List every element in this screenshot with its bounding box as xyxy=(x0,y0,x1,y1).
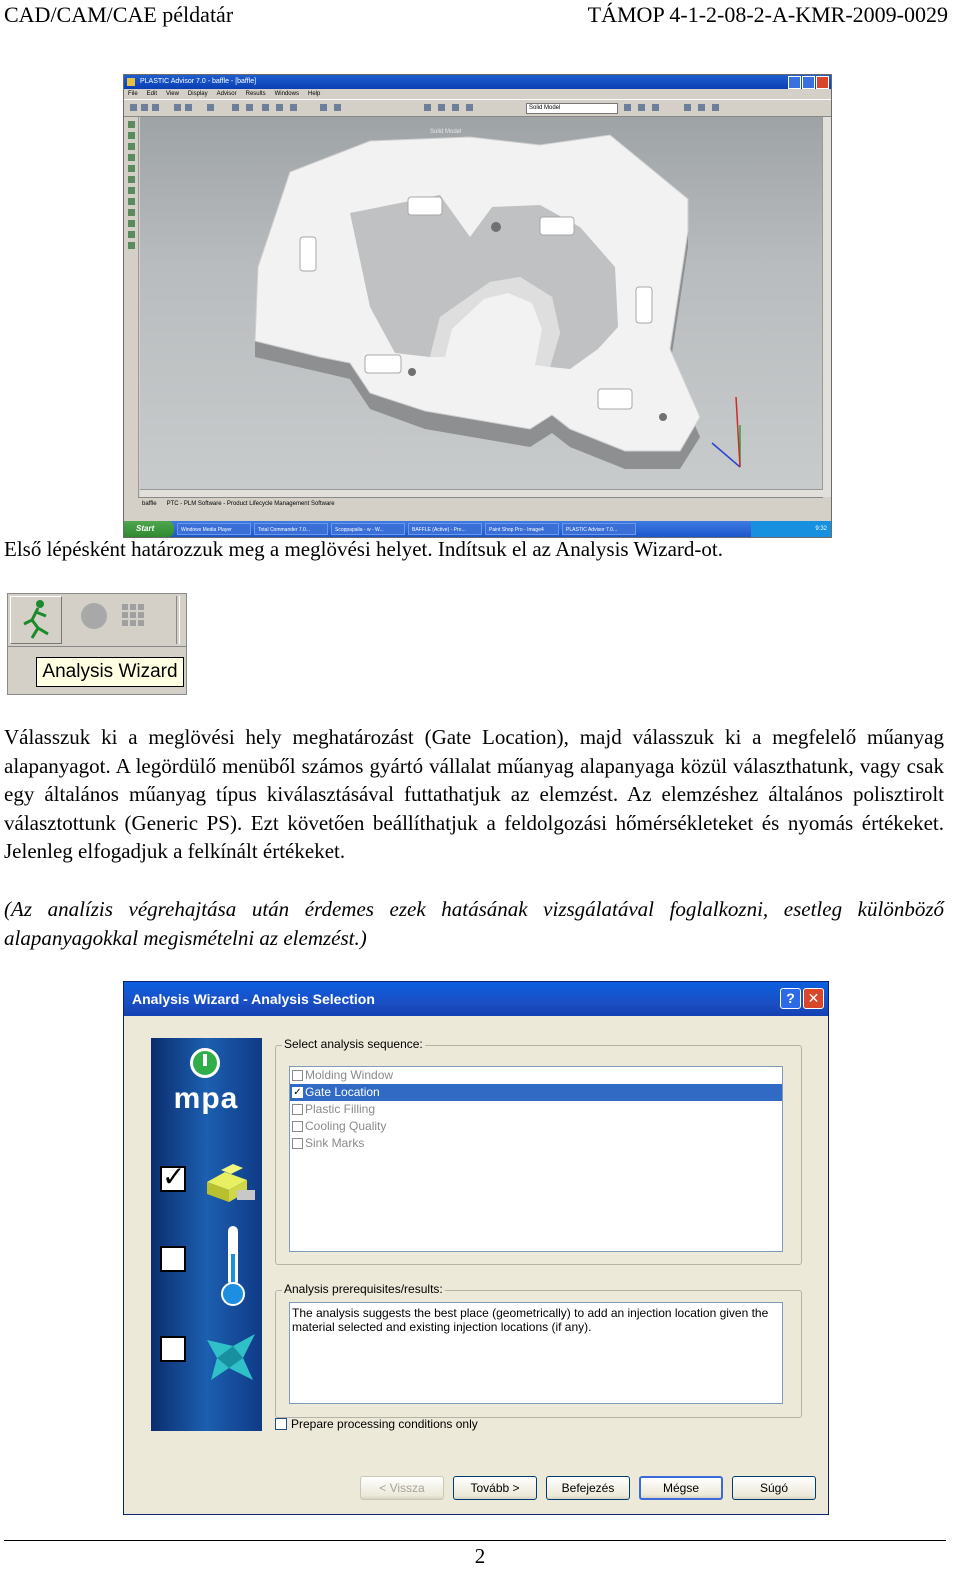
prepare-conditions-label: Prepare processing conditions only xyxy=(291,1417,478,1431)
fit-icon[interactable] xyxy=(128,165,135,172)
play-forward-icon[interactable] xyxy=(466,104,473,111)
viewport-label: Solid Model xyxy=(430,129,462,135)
list-item-label: Cooling Quality xyxy=(305,1119,387,1133)
prepare-conditions-option[interactable] xyxy=(275,1417,478,1431)
print-icon[interactable] xyxy=(174,104,181,111)
rotate-icon[interactable] xyxy=(128,132,135,139)
model-hole xyxy=(408,368,416,376)
context-help-icon[interactable] xyxy=(334,104,341,111)
dialog-help-button[interactable]: ? xyxy=(780,988,801,1009)
power-icon xyxy=(190,1048,220,1078)
menu-edit[interactable]: Edit xyxy=(146,91,158,97)
instruction-paragraph-3: (Az analízis végrehajtása után érdemes ezek hatásának vizsgálatával foglalkozni, esetleg különböző alapanyagokkal megismételni az elemzést.) xyxy=(4,897,944,950)
gate-icon[interactable] xyxy=(246,104,253,111)
maximize-icon[interactable] xyxy=(802,76,815,89)
pause-icon[interactable] xyxy=(452,104,459,111)
model-boss xyxy=(636,287,652,323)
status-bar xyxy=(138,497,823,510)
wizard-side-panel xyxy=(151,1038,262,1431)
list-item-gate-location[interactable] xyxy=(290,1084,782,1101)
pan-icon[interactable] xyxy=(128,143,135,150)
part-block-icon xyxy=(203,1160,257,1204)
analysis-wizard-icon[interactable] xyxy=(262,104,269,111)
display-mode-select[interactable]: Solid Model xyxy=(526,103,618,114)
help-button[interactable]: Súgó xyxy=(732,1476,816,1500)
checkbox[interactable] xyxy=(292,1121,303,1132)
system-tray-clock: 9:32 xyxy=(751,521,831,537)
analysis-sequence-list[interactable] xyxy=(289,1066,783,1252)
side-checkbox-checked: ✓ xyxy=(162,1161,186,1192)
header-project-code: TÁMOP 4-1-2-08-2-A-KMR-2009-0029 xyxy=(587,2,948,27)
checkbox-checked[interactable]: ✓ xyxy=(293,1087,302,1098)
side-checkbox xyxy=(160,1336,186,1362)
dialog-close-button[interactable]: ✕ xyxy=(803,988,824,1009)
menu-bar xyxy=(124,89,831,99)
thermometer-icon xyxy=(219,1224,247,1308)
model-boss xyxy=(365,355,401,373)
footer-divider xyxy=(4,1540,946,1541)
checkbox[interactable] xyxy=(292,1070,303,1081)
open-file-icon[interactable] xyxy=(141,104,148,111)
list-item-cooling-quality[interactable] xyxy=(290,1118,782,1135)
window-controls xyxy=(788,76,829,89)
analysis-wizard-tooltip: Analysis Wizard xyxy=(36,657,184,687)
menu-view[interactable]: View xyxy=(166,91,179,97)
baffle-part-model xyxy=(140,117,823,489)
shade-icon[interactable] xyxy=(624,104,631,111)
section-icon[interactable] xyxy=(128,187,135,194)
analysis-wizard-dialog xyxy=(123,981,829,1515)
toolbar-bottom-line xyxy=(8,646,186,647)
help-icon[interactable] xyxy=(320,104,327,111)
play-icon[interactable] xyxy=(438,104,445,111)
stop-icon[interactable] xyxy=(276,104,283,111)
grid-icon[interactable] xyxy=(122,604,144,626)
menu-windows[interactable]: Windows xyxy=(274,91,299,97)
save-icon[interactable] xyxy=(152,104,159,111)
checkbox[interactable] xyxy=(292,1104,303,1115)
monitor-icon[interactable] xyxy=(185,104,192,111)
model-boss xyxy=(300,237,316,271)
injection-icon[interactable] xyxy=(128,209,135,216)
left-toolbar xyxy=(124,117,139,497)
instruction-paragraph-2: Válasszuk ki a meglövési hely meghatározást (Gate Location), majd válasszuk ki a megfelelő műanyag alapanyagot. A legördülő menüből számos gyártó vállalat műanyag alapanyaga közül választhatunk, vagy csak egy általános műanyag típus kiválasztásával futtathatjuk az elemzést. Az elemzéshez általános polisztirolt választottunk (Generic PS). Ezt követően beállíthatjuk a feldolgozási hőmérsékleteket és nyomás értékeket. Jelenleg elfogadjuk a felkínált értékeket. xyxy=(4,725,944,864)
mpa-logo: mpa xyxy=(173,1082,239,1115)
model-boss xyxy=(540,217,574,235)
axis-z-line xyxy=(712,443,740,467)
probe-icon[interactable] xyxy=(128,220,135,227)
dialog-title: Analysis Wizard - Analysis Selection xyxy=(132,991,375,1007)
list-item-label: Gate Location xyxy=(305,1085,380,1099)
toolbar-icons xyxy=(8,594,186,646)
menu-file[interactable]: File xyxy=(128,91,138,97)
header-left-title: CAD/CAM/CAE példatár xyxy=(4,2,234,27)
query-icon[interactable] xyxy=(128,198,135,205)
instruction-paragraph-1: Első lépésként határozzuk meg a meglövési helyet. Indítsuk el az Analysis Wizard-ot. xyxy=(4,537,723,561)
play-back-icon[interactable] xyxy=(424,104,431,111)
list-item-label: Sink Marks xyxy=(305,1136,365,1150)
model-boss xyxy=(408,197,442,215)
analysis-wizard-toolbar-crop xyxy=(7,593,187,695)
start-button[interactable]: Start xyxy=(124,521,174,537)
back-button[interactable]: < Vissza xyxy=(360,1476,444,1500)
menu-advisor[interactable]: Advisor xyxy=(216,91,237,97)
box-icon[interactable] xyxy=(652,104,659,111)
dialog-controls xyxy=(780,988,824,1009)
taskbar-item[interactable]: BAFFLE (Active) - Pro... xyxy=(408,523,482,535)
list-item-label: Plastic Filling xyxy=(305,1102,376,1116)
minimize-icon[interactable] xyxy=(788,76,801,89)
menu-display[interactable]: Display xyxy=(187,91,208,97)
pick-icon[interactable] xyxy=(232,104,239,111)
prerequisites-text: The analysis suggests the best place (geometrically) to add an injection location given the material selected and existing injection locations (if any). xyxy=(289,1302,783,1404)
mold-cooling-icon xyxy=(203,1330,259,1386)
page-number: 2 xyxy=(474,1544,486,1568)
model-hole xyxy=(659,413,667,421)
view-iso-icon[interactable] xyxy=(712,104,719,111)
cancel-button[interactable]: Mégse xyxy=(639,1476,723,1500)
side-checkbox xyxy=(160,1246,186,1272)
app-icon xyxy=(127,78,135,86)
running-man-icon[interactable] xyxy=(24,600,48,638)
wireframe-icon[interactable] xyxy=(638,104,645,111)
checkbox[interactable] xyxy=(292,1138,303,1149)
select-icon[interactable] xyxy=(128,121,135,128)
taskbar-item[interactable]: Windows Media Player xyxy=(177,523,251,535)
window-titlebar xyxy=(124,75,831,89)
menu-help[interactable]: Help xyxy=(307,91,321,97)
vertical-scrollbar[interactable] xyxy=(822,117,831,497)
taskbar-item[interactable]: Paint Shop Pro - Image4 xyxy=(485,523,559,535)
menu-results[interactable]: Results xyxy=(245,91,266,97)
page-header xyxy=(4,2,948,32)
grid-icon[interactable] xyxy=(290,104,297,111)
next-button[interactable]: Tovább > xyxy=(453,1476,537,1500)
zoom-box-icon[interactable] xyxy=(128,154,135,161)
model-viewport[interactable] xyxy=(140,117,823,489)
list-item-plastic-filling[interactable] xyxy=(290,1101,782,1118)
prepare-conditions-checkbox[interactable] xyxy=(275,1418,287,1430)
finish-button[interactable]: Befejezés xyxy=(546,1476,630,1500)
taskbar-item[interactable]: Scoppapalia - w - W... xyxy=(331,523,405,535)
stop-circle-icon[interactable] xyxy=(81,603,107,629)
prerequisites-label: Analysis prerequisites/results: xyxy=(284,1282,443,1296)
model-hole xyxy=(491,222,501,232)
taskbar-item[interactable]: Total Commander 7.0... xyxy=(254,523,328,535)
close-icon[interactable] xyxy=(816,76,829,89)
list-item-label: Molding Window xyxy=(305,1068,394,1082)
dialog-titlebar xyxy=(124,982,828,1016)
toolbar-separator xyxy=(176,596,180,644)
model-boss xyxy=(598,389,632,409)
pencil-icon[interactable] xyxy=(128,242,135,249)
status-item-link: PTC - PLM Software - Product Lifecycle Management Software xyxy=(166,501,335,507)
view-top-icon[interactable] xyxy=(698,104,705,111)
list-item-molding-window[interactable] xyxy=(290,1067,782,1084)
plastic-advisor-window xyxy=(123,74,832,538)
list-item-sink-marks[interactable] xyxy=(290,1135,782,1152)
view-front-icon[interactable] xyxy=(684,104,691,111)
status-item-file: baffle xyxy=(142,501,157,507)
measure-icon[interactable] xyxy=(128,176,135,183)
analysis-sequence-label: Select analysis sequence: xyxy=(284,1037,423,1051)
main-toolbar xyxy=(124,99,831,117)
window-title: PLASTIC Advisor 7.0 - baffle - [baffle] xyxy=(140,78,257,85)
zoom-icon[interactable] xyxy=(207,104,214,111)
wizard-button-row xyxy=(360,1476,816,1500)
new-file-icon[interactable] xyxy=(130,104,137,111)
label-icon[interactable] xyxy=(128,231,135,238)
taskbar-item[interactable]: PLASTIC Advisor 7.0... xyxy=(562,523,636,535)
